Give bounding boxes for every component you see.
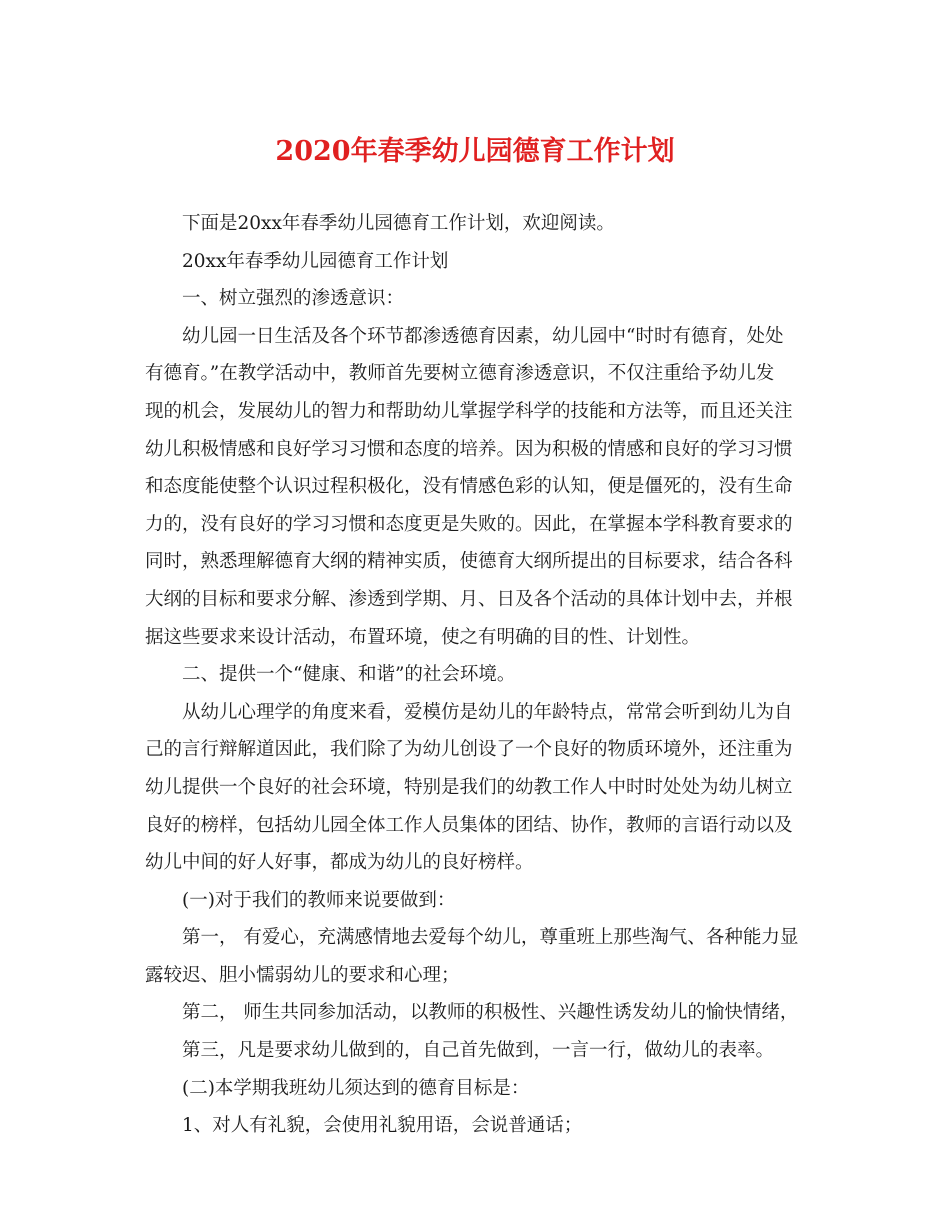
text-line: 和态度能使整个认识过程积极化，没有情感色彩的认知，便是僵死的，没有生命 <box>145 476 793 498</box>
text-line: 幼儿积极情感和良好学习习惯和态度的培养。因为积极的情感和良好的学习习惯 <box>145 438 793 460</box>
text-line: 下面是20xx年春季幼儿园德育工作计划，欢迎阅读。 <box>182 213 615 234</box>
text-line: 现的机会，发展幼儿的智力和帮助幼儿掌握学科学的技能和方法等，而且还关注 <box>145 400 793 422</box>
text-line: (一)对于我们的教师来说要做到： <box>182 889 456 911</box>
text-line: 幼儿提供一个良好的社会环境，特别是我们的幼教工作人中时时处处为幼儿树立 <box>145 776 793 798</box>
text-line: 第一， 有爱心，充满感情地去爱每个幼儿，尊重班上那些淘气、各种能力显 <box>182 927 799 949</box>
text-line: 1、对人有礼貌，会使用礼貌用语，会说普通话； <box>182 1115 583 1137</box>
document-body <box>145 205 805 1145</box>
text-line: 同时，熟悉理解德育大纲的精神实质，使德育大纲所提出的目标要求，结合各科 <box>145 551 793 573</box>
text-line: 一、树立强烈的渗透意识： <box>182 288 405 310</box>
text-line: 良好的榜样，包括幼儿园全体工作人员集体的团结、协作，教师的言语行动以及 <box>145 814 793 836</box>
text-line: 第二， 师生共同参加活动，以教师的积极性、兴趣性诱发幼儿的愉快情绪， <box>182 1002 799 1024</box>
text-line: 露较迟、胆小懦弱幼儿的要求和心理； <box>145 964 460 986</box>
text-line: 20xx年春季幼儿园德育工作计划 <box>182 250 449 272</box>
document-title: 2020年春季幼儿园德育工作计划 <box>275 136 675 167</box>
text-line: 二、提供一个“健康、和谐”的社会环境。 <box>182 664 516 686</box>
text-line: 力的，没有良好的学习习惯和态度更是失败的。因此，在掌握本学科教育要求的 <box>145 513 793 535</box>
text-line: 己的言行辩解道因此，我们除了为幼儿创设了一个良好的物质环境外，还注重为 <box>145 739 793 761</box>
text-line: 从幼儿心理学的角度来看，爱模仿是幼儿的年龄特点，常常会听到幼儿为自 <box>182 701 793 723</box>
text-line: (二)本学期我班幼儿须达到的德育目标是： <box>182 1077 530 1099</box>
text-line: 第三，凡是要求幼儿做到的，自己首先做到，一言一行，做幼儿的表率。 <box>182 1040 775 1062</box>
text-line: 幼儿园一日生活及各个环节都渗透德育因素，幼儿园中“时时有德育，处处 <box>182 325 784 347</box>
text-line: 幼儿中间的好人好事，都成为幼儿的良好榜样。 <box>145 852 534 874</box>
text-line: 有德育。”在教学活动中，教师首先要树立德育渗透意识，不仅注重给予幼儿发 <box>145 363 775 385</box>
text-line: 大纲的目标和要求分解、渗透到学期、月、日及各个活动的具体计划中去，并根 <box>145 588 793 610</box>
text-line: 据这些要求来设计活动，布置环境，使之有明确的目的性、计划性。 <box>145 626 701 648</box>
